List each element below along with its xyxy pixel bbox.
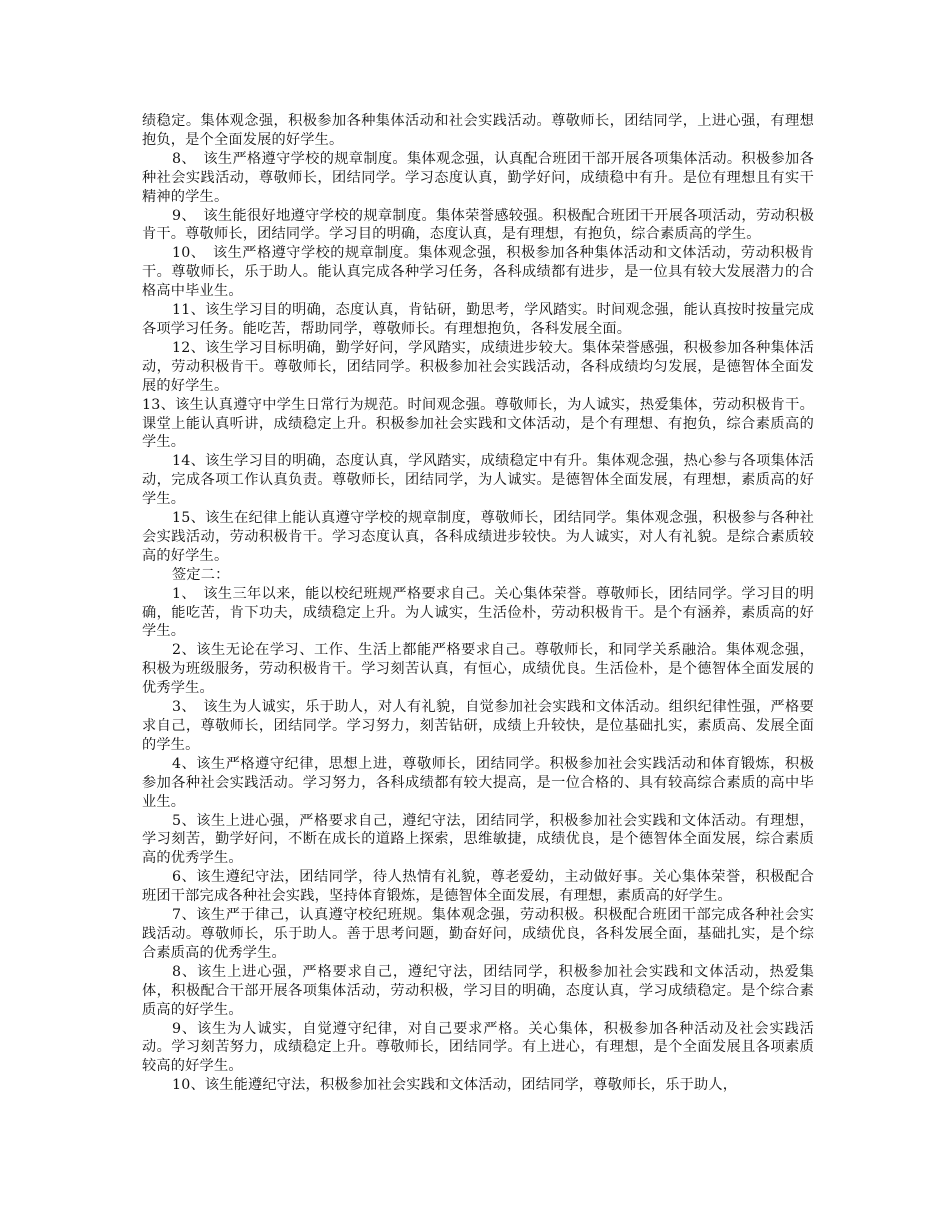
paragraph: 6、该生遵纪守法，团结同学，待人热情有礼貌，尊老爱幼，主动做好事。关心集体荣誉，积极配合班团干部完成各种社会实践，坚持体育锻炼，是德智体全面发展，有理想，素质高的好学生。	[142, 869, 814, 905]
paragraph: 9、 该生能很好地遵守学校的规章制度。集体荣誉感较强。积极配合班团干开展各项活动，劳动积极肯干。尊敬师长，团结同学。学习目的明确，态度认真，是有理想，有抱负，综合素质高的学生。	[142, 207, 814, 243]
paragraph: 5、该生上进心强，严格要求自己，遵纪守法，团结同学，积极参加社会实践和文体活动。有理想，学习刻苦，勤学好问，不断在成长的道路上探索，思维敏捷，成绩优良，是个德智体全面发展，综合素质高的优秀学生。	[142, 812, 814, 867]
paragraph: 2、该生无论在学习、工作、生活上都能严格要求自己。尊敬师长，和同学关系融洽。集体观念强，积极为班级服务，劳动积极肯干。学习刻苦认真，有恒心，成绩优良。生活俭朴，是个德智体全面发展的优秀学生。	[142, 642, 814, 697]
paragraph: 3、 该生为人诚实，乐于助人，对人有礼貌，自觉参加社会实践和文体活动。组织纪律性强，严格要求自己，尊敬师长，团结同学。学习努力，刻苦钻研，成绩上升较快，是位基础扎实，素质高、发展全面的学生。	[142, 699, 814, 753]
paragraph: 1、 该生三年以来，能以校纪班规严格要求自己。关心集体荣誉。尊敬师长，团结同学。学习目的明确，能吃苦，肯下功夫，成绩稳定上升。为人诚实，生活俭朴，劳动积极肯干。是个有涵养，素质高的好学生。	[142, 585, 814, 640]
paragraph: 7、该生严于律己，认真遵守校纪班规。集体观念强，劳动积极。积极配合班团干部完成各种社会实践活动。尊敬师长，乐于助人。善于思考问题，勤奋好问，成绩优良，各科发展全面，基础扎实，是个综合素质高的优秀学生。	[142, 907, 814, 961]
document-body	[142, 112, 814, 1095]
paragraph: 14、该生学习目的明确，态度认真，学风踏实，成绩稳定中有升。集体观念强，热心参与各项集体活动，完成各项工作认真负责。尊敬师长，团结同学，为人诚实。是德智体全面发展，有理想，素质高的好学生。	[142, 453, 814, 508]
section-heading: 签定二：	[172, 566, 230, 583]
paragraph: 10、该生能遵纪守法，积极参加社会实践和文体活动，团结同学，尊敬师长，乐于助人，	[172, 1077, 738, 1094]
paragraph: 15、该生在纪律上能认真遵守学校的规章制度，尊敬师长，团结同学。集体观念强，积极参与各种社会实践活动，劳动积极肯干。学习态度认真，各科成绩进步较快。为人诚实，对人有礼貌。是综合素质较高的好学生。	[142, 510, 814, 564]
paragraph: 8、 该生严格遵守学校的规章制度。集体观念强，认真配合班团干部开展各项集体活动。积极参加各种社会实践活动，尊敬师长，团结同学。学习态度认真，勤学好问，成绩稳中有升。是位有理想且有实干精神的学生。	[142, 150, 814, 205]
paragraph: 10、 该生严格遵守学校的规章制度。集体观念强，积极参加各种集体活动和文体活动，劳动积极肯干。尊敬师长，乐于助人。能认真完成各种学习任务，各科成绩都有进步，是一位具有较大发展潜力的合格高中毕业生。	[142, 245, 814, 300]
paragraph: 11、该生学习目的明确，态度认真，肯钻研，勤思考，学风踏实。时间观念强，能认真按时按量完成各项学习任务。能吃苦，帮助同学，尊敬师长。有理想抱负，各科发展全面。	[142, 302, 814, 337]
paragraph: 8、该生上进心强，严格要求自己，遵纪守法，团结同学，积极参加社会实践和文体活动，热爱集体，积极配合干部开展各项集体活动，劳动积极，学习目的明确，态度认真，学习成绩稳定。是个综合素质高的好学生。	[142, 963, 814, 1018]
paragraph: 13、该生认真遵守中学生日常行为规范。时间观念强。尊敬师长，为人诚实，热爱集体，劳动积极肯干。课堂上能认真听讲，成绩稳定上升。积极参加社会实践和文体活动，是个有理想、有抱负，综合素质高的学生。	[142, 396, 814, 451]
paragraph: 12、该生学习目标明确，勤学好问，学风踏实，成绩进步较大。集体荣誉感强，积极参加各种集体活动，劳动积极肯干。尊敬师长，团结同学。积极参加社会实践活动，各科成绩均匀发展，是德智体全面发展的好学生。	[142, 339, 814, 394]
paragraph: 绩稳定。集体观念强，积极参加各种集体活动和社会实践活动。尊敬师长，团结同学，上进心强，有理想抱负，是个全面发展的好学生。	[142, 113, 814, 148]
paragraph: 4、该生严格遵守纪律，思想上进，尊敬师长，团结同学。积极参加社会实践活动和体育锻炼，积极参加各种社会实践活动。学习努力，各科成绩都有较大提高，是一位合格的、具有较高综合素质的高中毕业生。	[142, 755, 814, 810]
paragraph: 9、该生为人诚实，自觉遵守纪律，对自己要求严格。关心集体，积极参加各种活动及社会实践活动。学习刻苦努力，成绩稳定上升。尊敬师长，团结同学。有上进心，有理想，是个全面发展且各项素质较高的好学生。	[142, 1020, 814, 1075]
